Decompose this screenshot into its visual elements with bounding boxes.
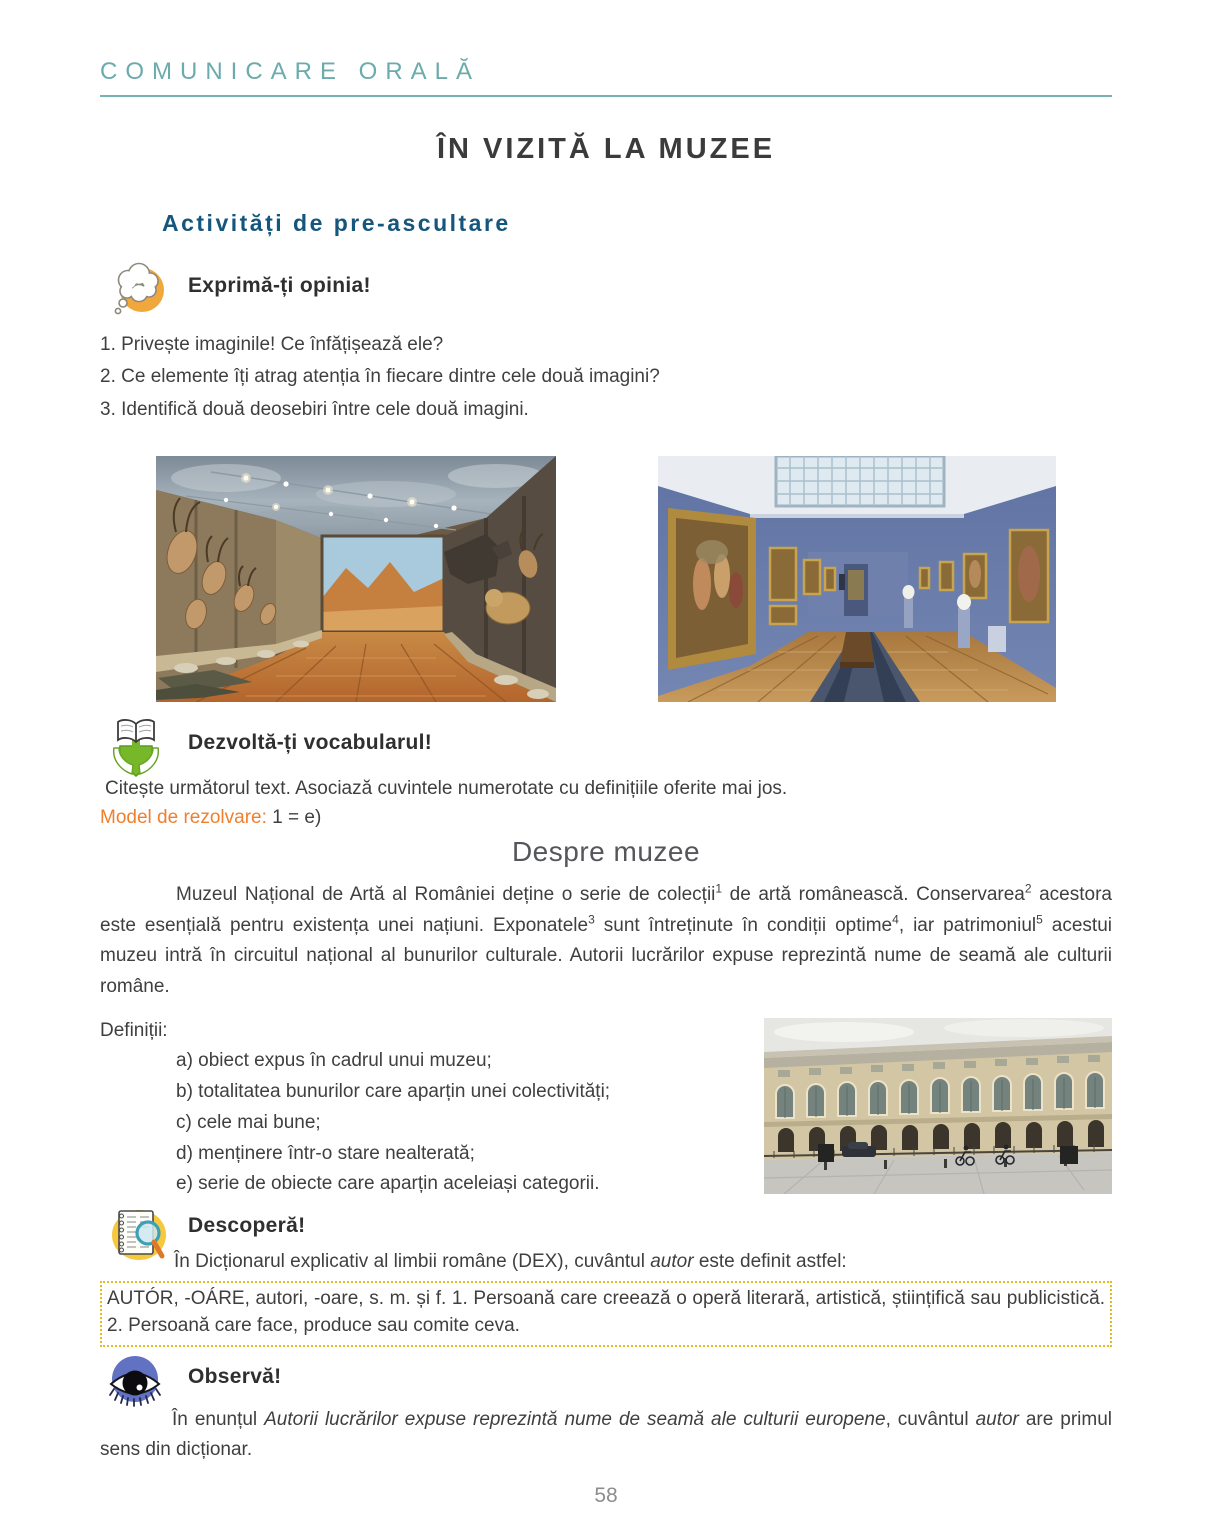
activity-vocabulary	[100, 716, 1112, 772]
photo-row	[100, 456, 1112, 702]
photo-museum-building	[764, 1016, 1112, 1200]
activity-observe	[100, 1353, 1112, 1401]
footnote-ref: 2	[1024, 882, 1032, 897]
page-title: ÎN VIZITĂ LA MUZEE	[436, 133, 776, 165]
observe-segment: În enunțul	[172, 1408, 265, 1430]
reading-segment: sunt întreținute în condiții optime	[594, 914, 893, 936]
page-number: 58	[594, 1484, 618, 1507]
intro-segment: În Dicționarul explicativ al limbii române (DEX), cuvântul	[174, 1251, 651, 1273]
eye-icon	[106, 1353, 168, 1417]
header-rule	[100, 95, 1112, 97]
photo-art-gallery	[658, 456, 1056, 702]
observe-segment: are primul sens din dicționar.	[100, 1408, 1113, 1460]
intro-segment: este definit astfel:	[693, 1251, 847, 1273]
question-item: 1. Privește imaginile! Ce înfățișează ele?	[100, 334, 444, 355]
reading-segment: acestora este esențială pentru existența unei națiuni. Exponatele	[100, 884, 1112, 936]
model-label: Model de rezolvare:	[100, 806, 267, 828]
term-autor: autor	[975, 1408, 1019, 1430]
photo-natural-history-museum	[156, 456, 556, 702]
question-item: 2. Ce elemente îți atrag atenția în fiecare dintre cele două imagini?	[100, 366, 660, 388]
notebook-magnifier-icon	[106, 1204, 170, 1268]
activity-opinion-title: Exprimă-ți opinia!	[188, 274, 371, 297]
definition-item: d) menținere într-o stare nealterată;	[176, 1142, 475, 1164]
footnote-ref: 5	[1036, 912, 1043, 927]
footnote-ref: 4	[892, 912, 899, 927]
activity-opinion	[100, 259, 1112, 319]
footnote-ref: 1	[715, 882, 723, 897]
definition-item: b) totalitatea bunurilor care aparțin unei colectivități;	[176, 1081, 611, 1103]
book-in-hands-icon	[106, 716, 168, 780]
definitions-section	[100, 1016, 1112, 1200]
activity-observe-title: Observă!	[188, 1364, 282, 1388]
model-line	[100, 804, 1112, 833]
subsection-title: Activități de pre-ascultare	[162, 210, 511, 236]
definition-item: e) serie de obiecte care aparțin aceleiași categorii.	[176, 1173, 600, 1195]
question-list	[100, 329, 1112, 426]
activity-discover	[100, 1204, 1112, 1248]
definitions-list	[100, 1016, 764, 1200]
reading-segment: de artă românească. Conservarea	[722, 884, 1025, 906]
reading-segment: Muzeul Național de Artă al României deține o serie de colecții	[176, 884, 716, 906]
model-value: 1 = e)	[266, 806, 322, 828]
observe-segment: , cuvântul	[885, 1408, 976, 1430]
definitions-label: Definiții:	[100, 1019, 168, 1041]
activity-discover-title: Descoperă!	[188, 1214, 306, 1238]
observe-paragraph	[100, 1405, 1112, 1465]
footnote-ref: 3	[588, 912, 595, 927]
section-kicker: COMUNICARE ORALĂ	[100, 58, 481, 85]
reading-segment: , iar patrimoniul	[898, 914, 1037, 936]
term-autor: autor	[650, 1251, 694, 1273]
reading-paragraph	[100, 880, 1112, 1002]
definition-item: c) cele mai bune;	[176, 1111, 321, 1133]
reading-title: Despre muzee	[511, 836, 701, 868]
question-item: 3. Identifică două deosebiri între cele două imagini.	[100, 398, 529, 420]
quoted-sentence: Autorii lucrărilor expuse reprezintă nume de seamă ale culturii europene	[264, 1408, 886, 1430]
definition-item: a) obiect expus în cadrul unui muzeu;	[176, 1050, 492, 1072]
activity-vocabulary-title: Dezvoltă-ți vocabularul!	[188, 730, 433, 754]
vocabulary-instruction: Citește următorul text. Asociază cuvintele numerotate cu definițiile oferite mai jos.	[105, 777, 788, 799]
reading-segment: acestui muzeu intră în circuitul național al bunurilor culturale. Autorii lucrărilor expuse reprezintă nume de seamă ale culturii române.	[100, 914, 1112, 997]
thought-cloud-icon	[106, 259, 168, 323]
discover-intro	[100, 1248, 1112, 1276]
dex-definition-box: AUTÓR, -OÁRE, autori, -oare, s. m. și f. 1. Persoană care creează o operă literară, artistică, științifică sau publicistică. 2. Persoană care face, produce sau comite ceva.	[100, 1281, 1112, 1347]
